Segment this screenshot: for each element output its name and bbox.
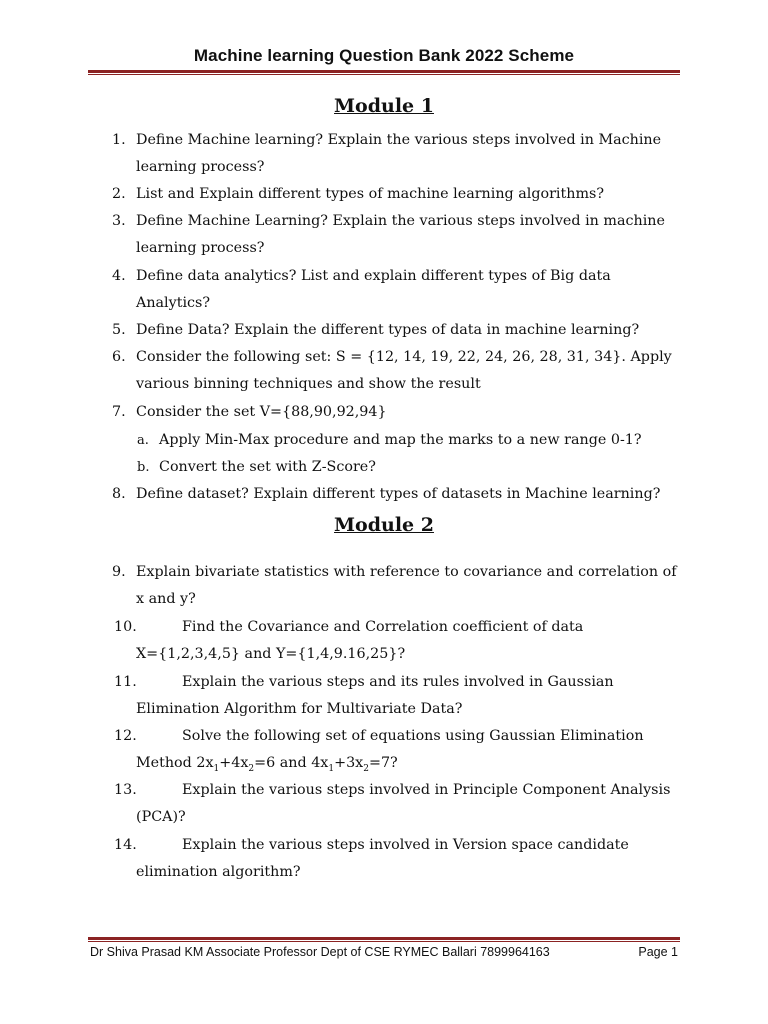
question-12: [112, 723, 682, 783]
equation-part: =6 and 4x: [254, 755, 329, 772]
question-text: Explain bivariate statistics with reference to covariance and correlation of x and y?: [136, 564, 677, 608]
question-number: 11.: [114, 674, 137, 690]
question-text: Explain the various steps involved in Version space candidate: [182, 837, 629, 853]
question-text: Define Machine learning? Explain the various steps involved in Machine learning process?: [136, 132, 662, 176]
subscript: 1: [213, 764, 220, 775]
question-number: 3.: [112, 213, 126, 229]
question-1: [112, 127, 682, 182]
question-number: 13.: [114, 782, 137, 798]
question-text: Explain the various steps involved in Principle Component Analysis: [182, 782, 671, 798]
question-number: 8.: [112, 486, 126, 502]
question-7: [112, 399, 682, 426]
question-2: [112, 181, 682, 208]
question-3: [112, 208, 682, 263]
question-number: 12.: [114, 728, 137, 744]
question-number: 5.: [112, 322, 126, 338]
question-number: 7.: [112, 404, 126, 420]
subitem-letter: a.: [137, 433, 149, 448]
subitem-text: Convert the set with Z-Score?: [159, 459, 376, 475]
question-10: [112, 614, 682, 669]
subitem-b: [137, 454, 677, 481]
footer-author: Dr Shiva Prasad KM Associate Professor Dept of CSE RYMEC Ballari 7899964163: [90, 945, 550, 959]
footer-rule: [88, 937, 680, 942]
page-title: Machine learning Question Bank 2022 Scheme: [193, 46, 575, 65]
question-text: Define Data? Explain the different types of data in machine learning?: [136, 322, 640, 338]
question-number: 2.: [112, 186, 126, 202]
question-text: Explain the various steps and its rules involved in Gaussian: [182, 674, 614, 690]
question-number: 6.: [112, 349, 126, 365]
module-1-heading: Module 1: [334, 95, 434, 117]
question-text: Consider the set V={88,90,92,94}: [136, 404, 387, 420]
question-text-cont: elimination algorithm?: [136, 864, 301, 881]
module-2-heading: Module 2: [334, 514, 434, 536]
subitem-letter: b.: [137, 460, 150, 475]
subitem-text: Apply Min-Max procedure and map the marks to a new range 0-1?: [159, 432, 642, 448]
question-8: [112, 481, 682, 508]
footer-page-number: Page 1: [638, 945, 678, 959]
question-11: [112, 669, 682, 724]
header-rule: [88, 70, 680, 75]
subscript: 2: [363, 764, 369, 775]
question-text: Consider the following set: S = {12, 14, 19, 22, 24, 26, 28, 31, 34}. Apply various binning techniques and show the result: [136, 349, 672, 393]
question-text: Define Machine Learning? Explain the various steps involved in machine learning process?: [136, 213, 665, 257]
equation-part: Method 2x: [136, 755, 214, 772]
question-number: 1.: [112, 132, 126, 148]
equation-part: +4x: [219, 755, 249, 772]
question-text: Solve the following set of equations using Gaussian Elimination: [182, 728, 644, 744]
equation-part: =7?: [368, 755, 398, 772]
question-4: [112, 263, 682, 318]
question-number: 9.: [112, 564, 126, 580]
subitem-a: [137, 427, 677, 454]
question-text-cont: (PCA)?: [136, 809, 186, 826]
question-text-cont: X={1,2,3,4,5} and Y={1,4,9.16,25}?: [136, 646, 406, 663]
question-14: [112, 832, 682, 887]
question-9: [112, 559, 682, 614]
subscript: 1: [328, 764, 335, 775]
question-number: 14.: [114, 837, 137, 853]
subscript: 2: [248, 764, 255, 775]
equation-part: +3x: [334, 755, 364, 772]
question-text: Define data analytics? List and explain different types of Big data Analytics?: [136, 268, 611, 312]
question-number: 10.: [114, 619, 137, 635]
question-5: [112, 317, 682, 344]
question-number: 4.: [112, 268, 126, 284]
question-text-cont: Elimination Algorithm for Multivariate Data?: [136, 701, 463, 718]
question-text: List and Explain different types of machine learning algorithms?: [136, 186, 605, 202]
question-6: [112, 344, 682, 399]
question-13: [112, 777, 682, 832]
question-text: Find the Covariance and Correlation coefficient of data: [182, 619, 584, 635]
question-text: Define dataset? Explain different types of datasets in Machine learning?: [136, 486, 661, 502]
